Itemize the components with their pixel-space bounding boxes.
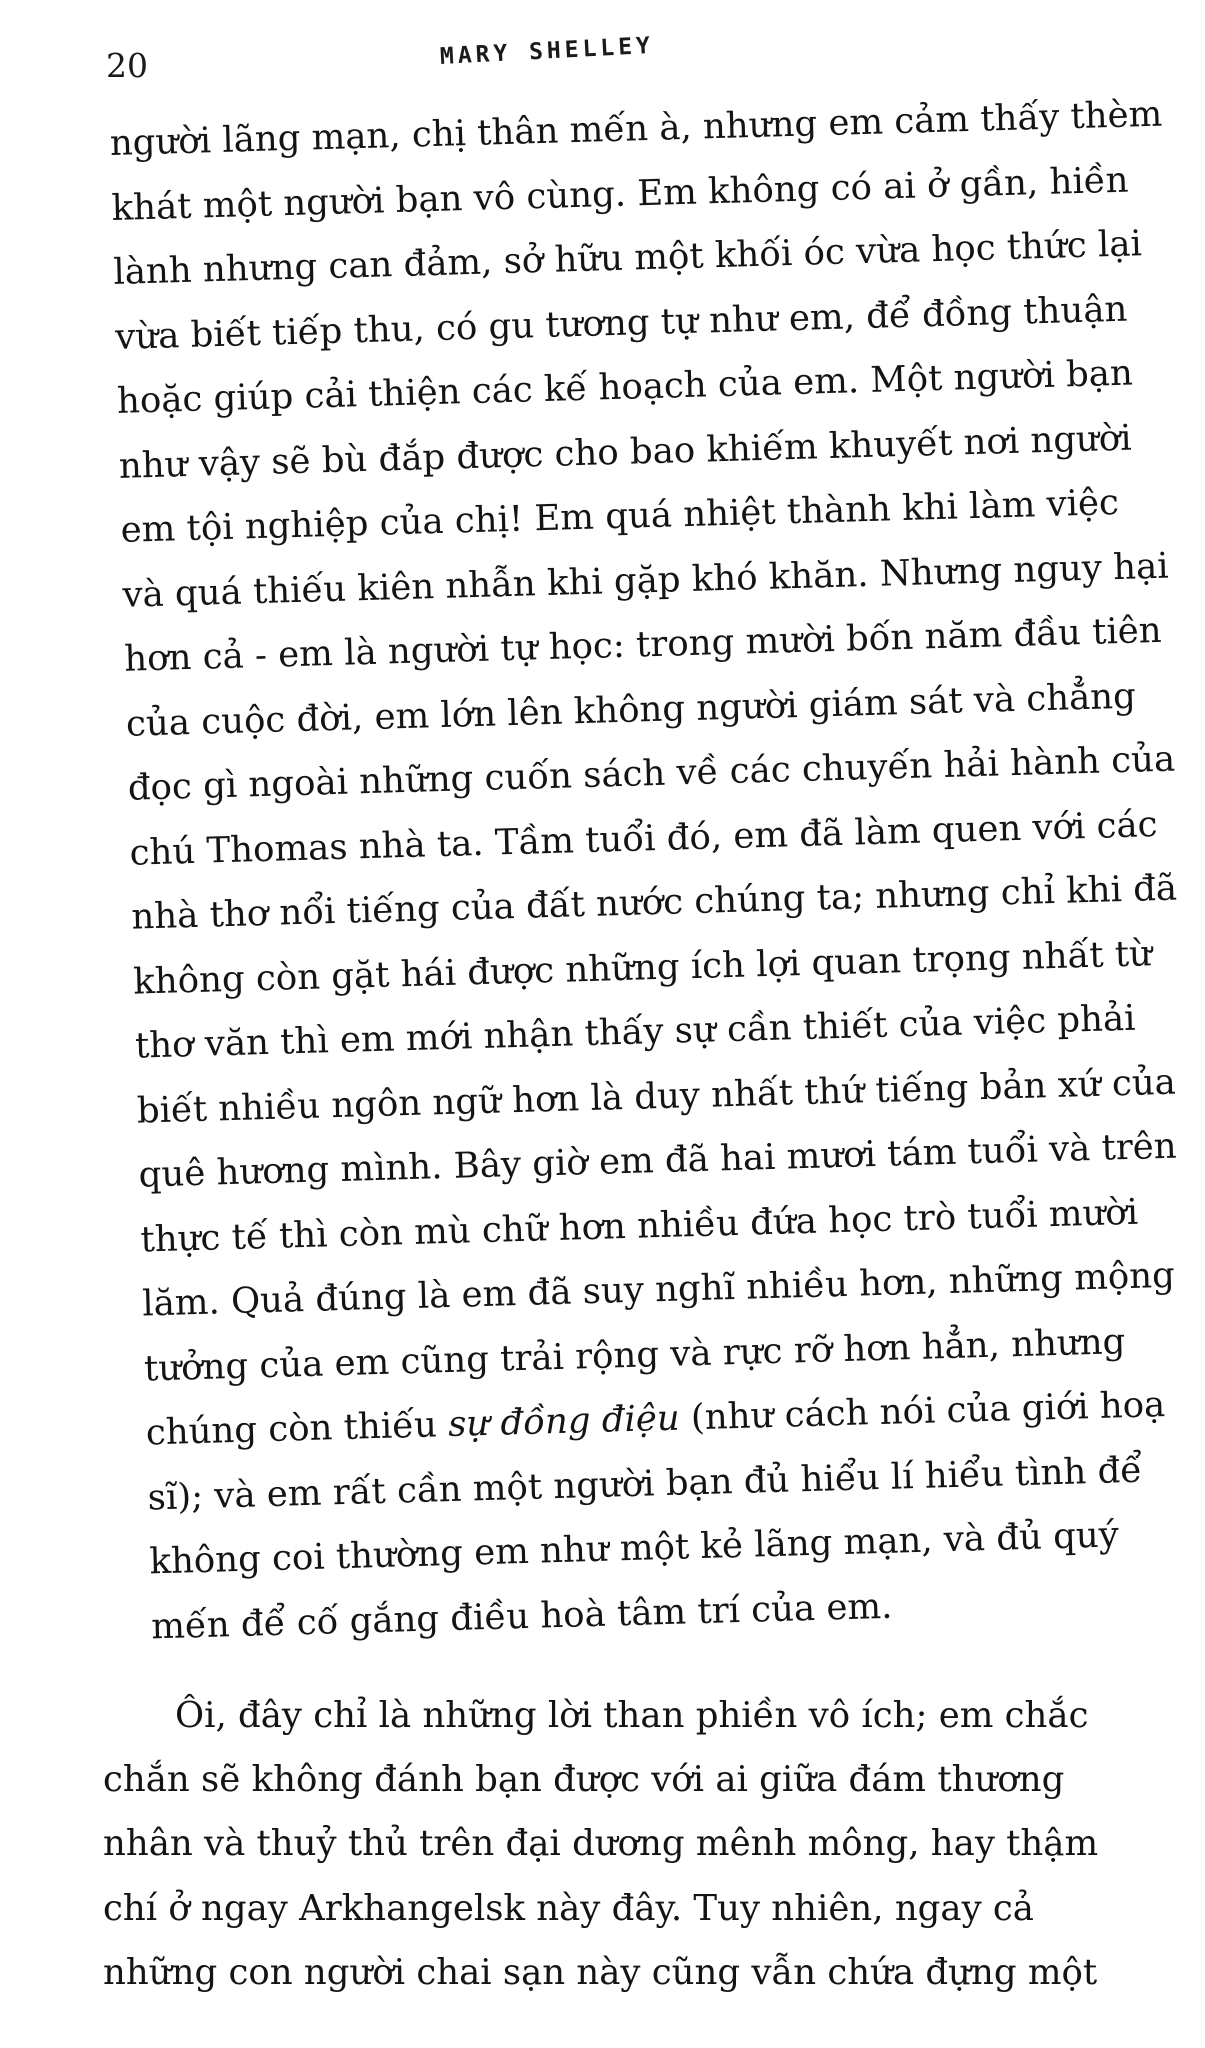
text-line: như vậy sẽ bù đắp được cho bao khiếm khuyết nơi người [118,417,1133,487]
text-line: khát một người bạn vô cùng. Em không có ai ở gần, hiền [111,159,1129,229]
text-line: chắn sẽ không đánh bạn được với ai giữa đám thương [103,1759,1065,1801]
text-line: biết nhiều ngôn ngữ hơn là duy nhất thứ tiếng bản xứ của [136,1061,1177,1132]
text-line: chú Thomas nhà ta. Tầm tuổi đó, em đã làm quen với các [129,803,1159,874]
paragraph-continued-letter [109,87,1178,1660]
text-line: của cuộc đời, em lớn lên không người giám sát và chẳng [125,675,1137,745]
text-line: chí ở ngay Arkhangelsk này đây. Tuy nhiên, ngay cả [103,1887,1034,1929]
text-line: nhân và thuỷ thủ trên đại dương mênh mông, hay thậm [103,1823,1099,1865]
text-line: vừa biết tiếp thu, có gu tương tự như em, để đồng thuận [114,288,1128,358]
text-run: (như cách nói của giới hoạ [679,1384,1166,1439]
text-line: mến để cố gắng điều hoà tâm trí của em. [150,1585,893,1647]
text-run: chúng còn thiếu [145,1404,449,1454]
text-line: thực tế thì còn mù chữ hơn nhiều đứa học trò tuổi mười [139,1191,1139,1261]
paragraph [103,1684,1099,2005]
text-line: lăm. Quả đúng là em đã suy nghĩ nhiều hơn, những mộng [141,1254,1176,1325]
running-header [0,32,1081,92]
text-line: nhà thơ nổi tiếng của đất nước chúng ta; nhưng chỉ khi đã [130,867,1178,938]
text-line: những con người chai sạn này cũng vẫn chứa đựng một [103,1951,1098,1993]
text-line: sĩ); và em rất cần một người bạn đủ hiểu lí hiểu tình để [147,1449,1143,1518]
emphasized-phrase: sự đồng điệu [447,1397,681,1446]
running-title-author: MARY SHELLEY [439,32,655,70]
text-line: thơ văn thì em mới nhận thấy sự cần thiết của việc phải [134,997,1137,1067]
text-line: hơn cả - em là người tự học: trong mười bốn năm đầu tiên [123,609,1163,680]
text-line: đọc gì ngoài những cuốn sách về các chuyến hải hành của [127,738,1176,809]
text-line: tưởng của em cũng trải rộng và rực rỡ hơn hẳn, nhưng [143,1320,1126,1390]
text-line: không coi thường em như một kẻ lãng mạn, và đủ quý [148,1514,1120,1583]
text-line: và quá thiếu kiên nhẫn khi gặp khó khăn. Nhưng nguy hại [121,545,1170,616]
text-line: người lãng mạn, chị thân mến à, nhưng em cảm thấy thèm [109,93,1163,164]
text-line: lành nhưng can đảm, sở hữu một khối óc vừa học thức lại [112,223,1143,293]
text-line: Ôi, đây chỉ là những lời than phiền vô ích; em chắc [175,1695,1089,1736]
text-line: em tội nghiệp của chị! Em quá nhiệt thành khi làm việc [120,481,1120,551]
text-line: hoặc giúp cải thiện các kế hoạch của em. Một người bạn [116,352,1134,422]
page-number: 20 [106,46,148,85]
text-body [103,93,1178,2005]
text-line: không còn gặt hái được những ích lợi quan trọng nhất từ [132,932,1153,1003]
text-line: quê hương mình. Bây giờ em đã hai mươi tám tuổi và trên [138,1125,1178,1196]
